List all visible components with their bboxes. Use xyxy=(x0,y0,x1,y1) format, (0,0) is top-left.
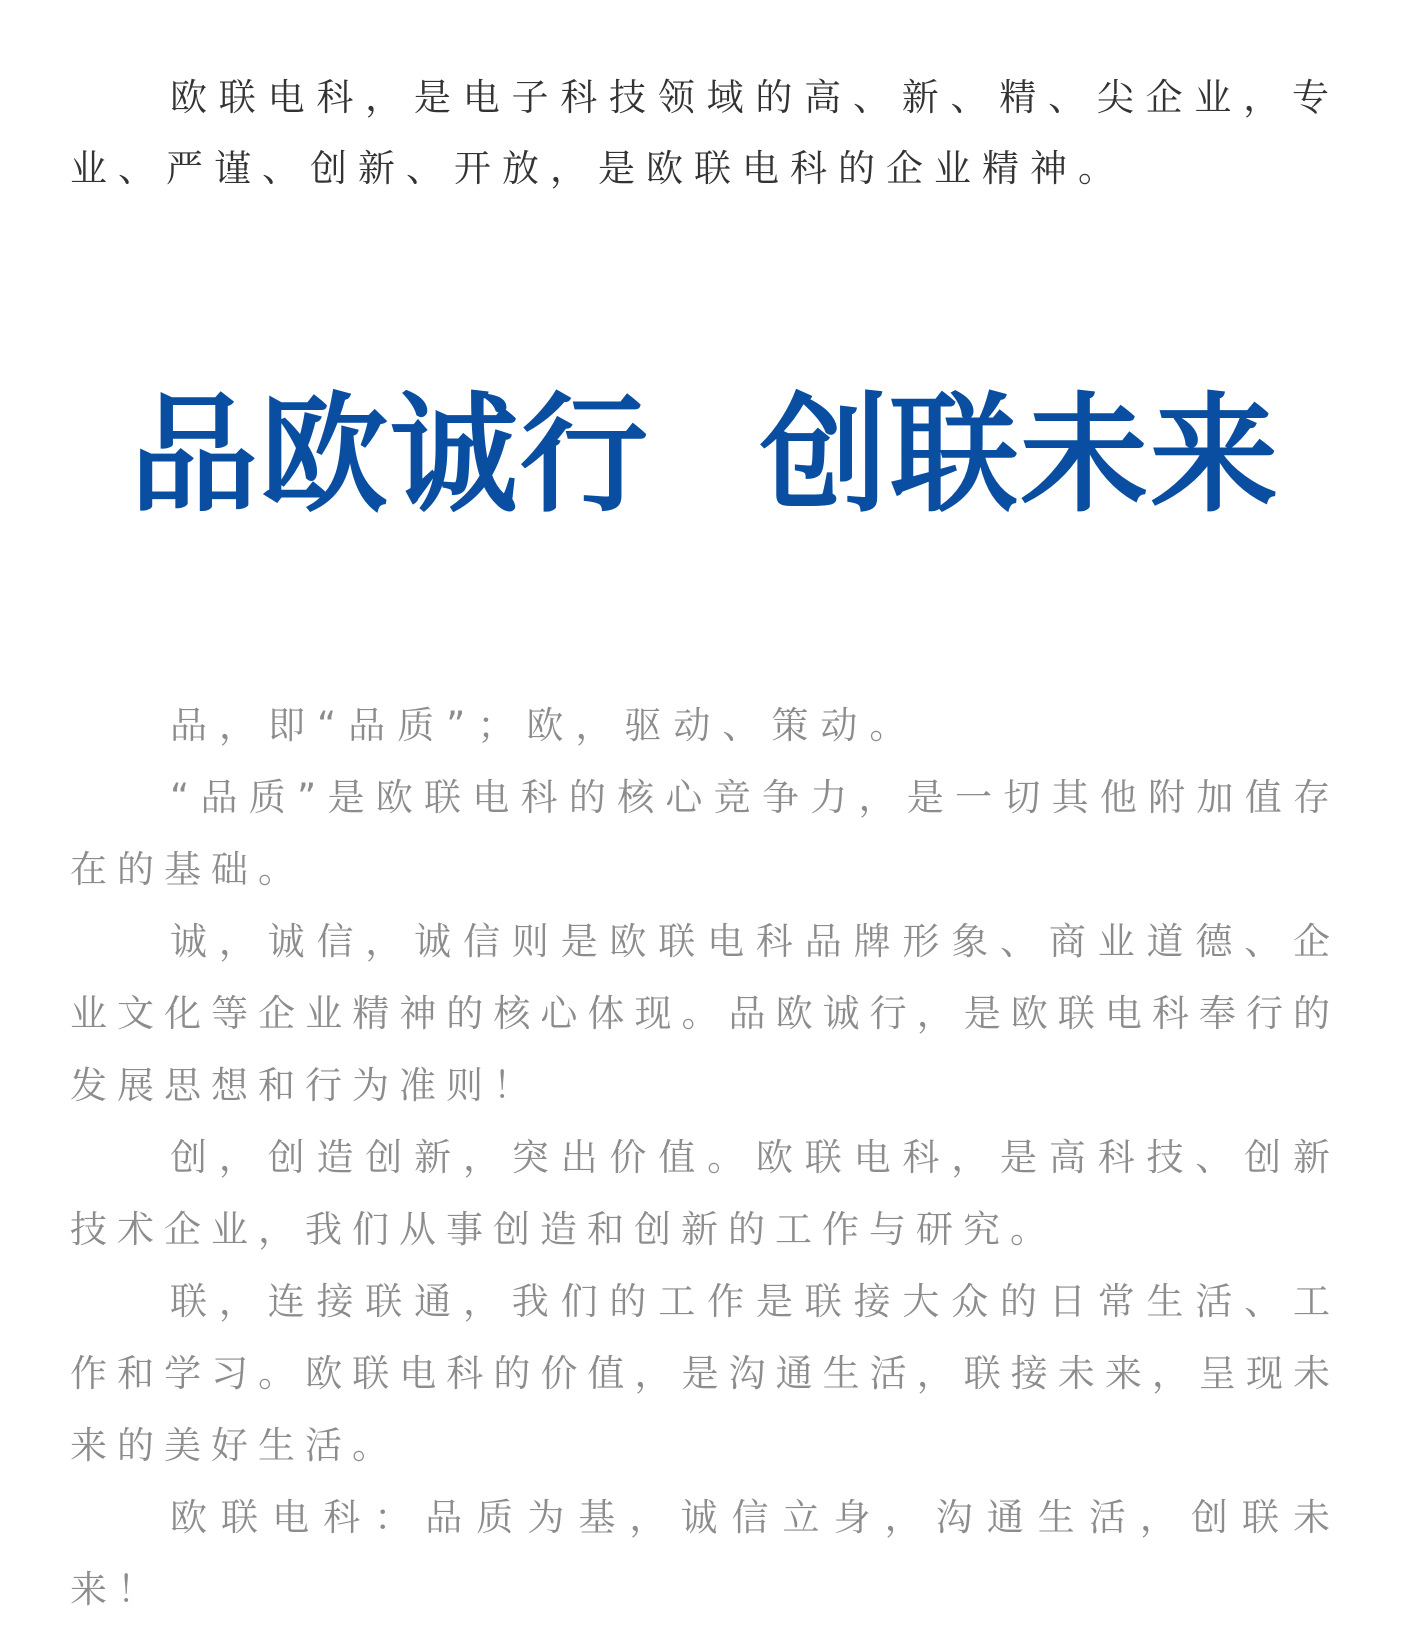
paragraph-quality: “品质”是欧联电科的核心竞争力，是一切其他附加值存在的基础。 xyxy=(70,776,1340,891)
document-page xyxy=(70,0,1340,1650)
paragraph-pin: 品，即“品质”；欧，驱动、策动。 xyxy=(170,704,919,747)
intro-paragraph: 欧联电科，是电子科技领域的高、新、精、尖企业，专业、严谨、创新、开放，是欧联电科的企业精神。 xyxy=(70,76,1340,190)
slogan-heading xyxy=(70,352,1340,536)
body-text xyxy=(70,690,1340,1626)
paragraph-cheng: 诚，诚信，诚信则是欧联电科品牌形象、商业道德、企业文化等企业精神的核心体现。品欧诚行，是欧联电科奉行的发展思想和行为准则！ xyxy=(70,920,1340,1107)
paragraph-chuang: 创，创造创新，突出价值。欧联电科，是高科技、创新技术企业，我们从事创造和创新的工作与研究。 xyxy=(70,1136,1340,1251)
slogan-part-1: 品欧诚行 xyxy=(129,381,650,530)
paragraph-lian: 联，连接联通，我们的工作是联接大众的日常生活、工作和学习。欧联电科的价值，是沟通生活，联接未来，呈现未来的美好生活。 xyxy=(70,1280,1340,1467)
slogan-part-2: 创联未来 xyxy=(760,381,1281,530)
paragraph-motto: 欧联电科：品质为基，诚信立身，沟通生活，创联未来！ xyxy=(70,1496,1340,1611)
